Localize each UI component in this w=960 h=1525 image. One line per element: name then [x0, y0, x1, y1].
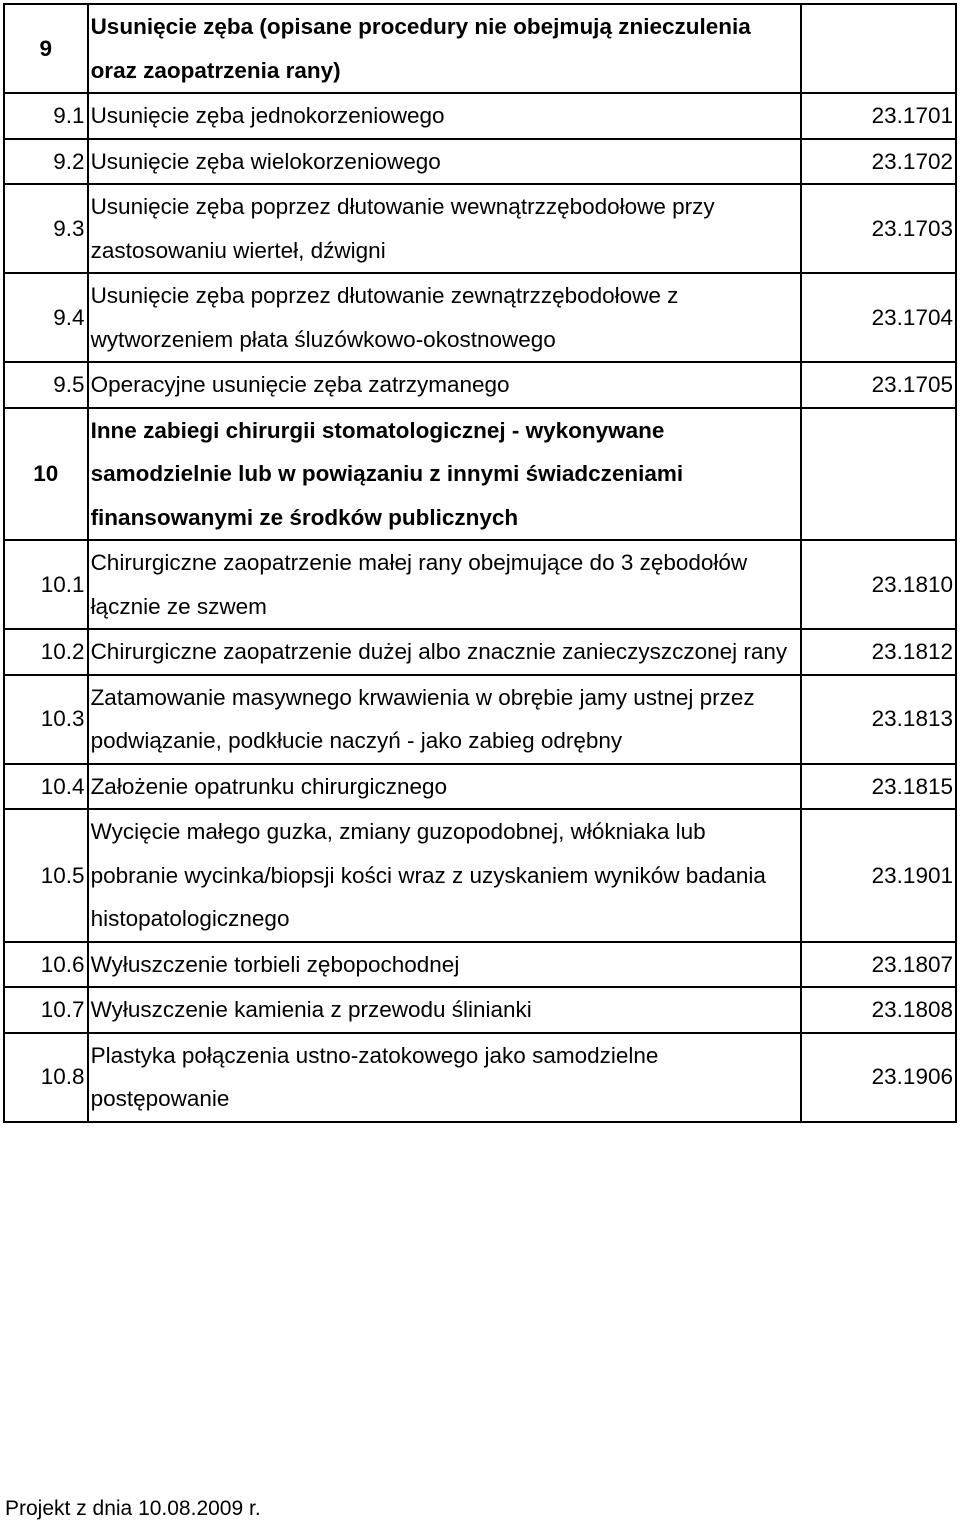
table-row — [4, 362, 956, 408]
footer-date: Projekt z dnia 10.08.2009 r. — [5, 1497, 261, 1520]
row-code: 23.1703 — [801, 184, 956, 273]
row-code: 23.1808 — [801, 987, 956, 1033]
table-row — [4, 139, 956, 185]
row-number: 9.3 — [4, 184, 88, 273]
row-number: 10.3 — [4, 675, 88, 764]
row-description: Operacyjne usunięcie zęba zatrzymanego — [88, 362, 801, 408]
table-row — [4, 1033, 956, 1122]
row-code: 23.1702 — [801, 139, 956, 185]
row-description: Chirurgiczne zaopatrzenie dużej albo znacznie zanieczyszczonej rany — [88, 629, 801, 675]
row-number: 9 — [4, 4, 88, 93]
row-code: 23.1810 — [801, 540, 956, 629]
table-row — [4, 675, 956, 764]
table-row — [4, 987, 956, 1033]
row-number: 10.1 — [4, 540, 88, 629]
table-row — [4, 184, 956, 273]
row-description: Założenie opatrunku chirurgicznego — [88, 764, 801, 810]
table-row — [4, 764, 956, 810]
table-row — [4, 629, 956, 675]
row-number: 10 — [4, 408, 88, 541]
row-code: 23.1812 — [801, 629, 956, 675]
row-number: 10.4 — [4, 764, 88, 810]
row-description: Wycięcie małego guzka, zmiany guzopodobnej, włókniaka lub pobranie wycinka/biopsji kości wraz z uzyskaniem wyników badania histopatologicznego — [88, 809, 801, 942]
row-code: 23.1704 — [801, 273, 956, 362]
table-row — [4, 540, 956, 629]
table-row — [4, 942, 956, 988]
table-row — [4, 408, 956, 541]
row-description: Usunięcie zęba (opisane procedury nie obejmują znieczulenia oraz zaopatrzenia rany) — [88, 4, 801, 93]
row-code: 23.1807 — [801, 942, 956, 988]
row-number: 10.6 — [4, 942, 88, 988]
row-code: 23.1901 — [801, 809, 956, 942]
procedure-table — [3, 3, 957, 1123]
row-description: Wyłuszczenie torbieli zębopochodnej — [88, 942, 801, 988]
row-code — [801, 408, 956, 541]
row-description: Chirurgiczne zaopatrzenie małej rany obejmujące do 3 zębodołów łącznie ze szwem — [88, 540, 801, 629]
row-number: 9.5 — [4, 362, 88, 408]
row-code: 23.1701 — [801, 93, 956, 139]
table-row — [4, 93, 956, 139]
row-description: Inne zabiegi chirurgii stomatologicznej - wykonywane samodzielnie lub w powiązaniu z innymi świadczeniami finansowanymi ze środków publicznych — [88, 408, 801, 541]
row-number: 10.7 — [4, 987, 88, 1033]
row-description: Usunięcie zęba jednokorzeniowego — [88, 93, 801, 139]
row-number: 10.8 — [4, 1033, 88, 1122]
row-number: 9.4 — [4, 273, 88, 362]
row-description: Wyłuszczenie kamienia z przewodu ślinianki — [88, 987, 801, 1033]
row-number: 10.2 — [4, 629, 88, 675]
row-description: Plastyka połączenia ustno-zatokowego jako samodzielne postępowanie — [88, 1033, 801, 1122]
row-code: 23.1815 — [801, 764, 956, 810]
row-description: Usunięcie zęba poprzez dłutowanie zewnątrzzębodołowe z wytworzeniem płata śluzówkowo-okostnowego — [88, 273, 801, 362]
row-code: 23.1906 — [801, 1033, 956, 1122]
table-row — [4, 273, 956, 362]
row-code: 23.1705 — [801, 362, 956, 408]
row-description: Usunięcie zęba poprzez dłutowanie wewnątrzzębodołowe przy zastosowaniu wierteł, dźwigni — [88, 184, 801, 273]
row-code: 23.1813 — [801, 675, 956, 764]
row-number: 10.5 — [4, 809, 88, 942]
table-row — [4, 809, 956, 942]
row-code — [801, 4, 956, 93]
row-number: 9.1 — [4, 93, 88, 139]
row-description: Usunięcie zęba wielokorzeniowego — [88, 139, 801, 185]
row-description: Zatamowanie masywnego krwawienia w obrębie jamy ustnej przez podwiązanie, podkłucie naczyń - jako zabieg odrębny — [88, 675, 801, 764]
row-number: 9.2 — [4, 139, 88, 185]
table-row — [4, 4, 956, 93]
